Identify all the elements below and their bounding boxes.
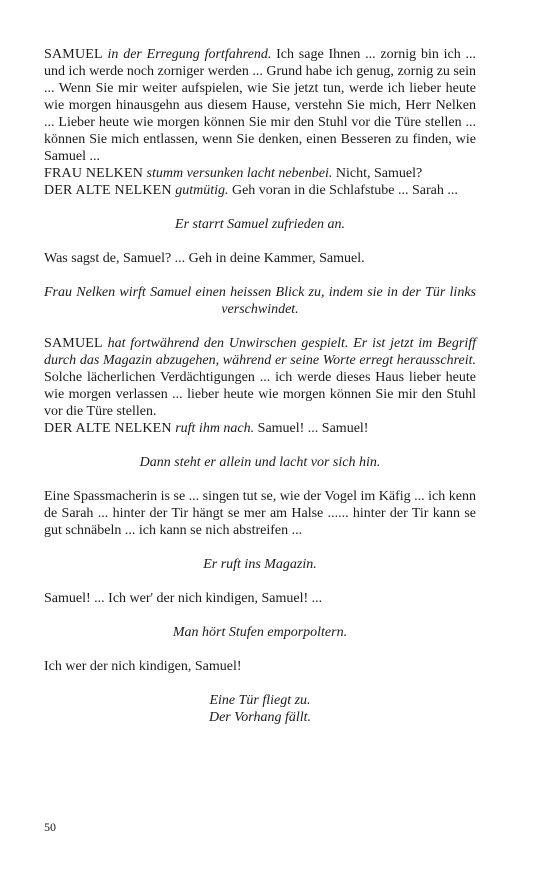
stage-direction: Er starrt Samuel zufrieden an. (175, 217, 345, 232)
speaker-name: DER ALTE NELKEN (44, 183, 172, 198)
page-body (44, 46, 476, 726)
speech-line: Ich wer der nich kindigen, Samuel! (44, 659, 242, 674)
speech-samuel-2 (44, 335, 476, 420)
spacer (44, 539, 476, 556)
spacer (44, 641, 476, 658)
stage-direction-inline: gutmütig. (175, 183, 229, 198)
spacer (44, 437, 476, 454)
speech-line: Samuel! ... Ich wer' der nich kindigen, Samuel! ... (44, 591, 323, 606)
spacer (44, 471, 476, 488)
stage-direction-inline: stumm versunken lacht nebenbei. (146, 166, 333, 181)
stage-direction-inline: ruft ihm nach. (175, 421, 255, 436)
spacer (44, 675, 476, 692)
stage-direction: Der Vorhang fällt. (208, 710, 312, 725)
spacer (44, 233, 476, 250)
speaker-name: SAMUEL (44, 47, 103, 62)
speaker-name: DER ALTE NELKEN (44, 421, 172, 436)
speech-text: Nicht, Samuel? (332, 166, 423, 181)
stage-direction: Man hört Stufen emporpoltern. (172, 625, 348, 640)
spacer (44, 573, 476, 590)
speech-text: Ich sage Ihnen ... zornig bin ich ... und ich werde noch zorniger werden ... Grund habe ich genug, zornig zu sein ... Wenn Sie mir weiter aufspielen, wie Sie jetzt tun, werde ich lieber heute wie morgen hinausgehn aus diesem Hause, verstehn Sie mich, Herr Nelken ... Lieber heute wie morgen können Sie mir den Stuhl vor die Türe stellen ... können Sie mich entlassen, wenn Sie denken, einen Besseren zu finden, wie Samuel ... (44, 47, 476, 164)
stage-direction-inline: in der Erregung fortfahrend. (107, 47, 272, 62)
spacer (44, 318, 476, 335)
speech-samuel-1 (44, 46, 476, 165)
spacer (44, 607, 476, 624)
spacer (44, 267, 476, 284)
stage-direction: Frau Nelken wirft Samuel einen heissen Blick zu, indem sie in der Tür links verschwindet. (44, 285, 476, 317)
speech-text: Samuel! ... Samuel! (254, 421, 369, 436)
speech-alter-nelken-1 (44, 182, 476, 199)
speech-text: Solche lächerlichen Verdächtigungen ... ich werde dieses Haus lieber heute wie morgen verlassen ... lieber heute wie morgen können Sie mir den Stuhl vor die Türe stellen. (44, 370, 476, 419)
stage-direction-inline: hat fortwährend den Unwirschen gespielt. Er ist jetzt im Begriff durch das Magazin abzugehen, während er seine Worte erregt herausschreit. (44, 336, 476, 368)
speech-line: Was sagst de, Samuel? ... Geh in deine Kammer, Samuel. (44, 251, 365, 266)
page-number: 50 (44, 820, 56, 834)
spacer (44, 199, 476, 216)
speech-alter-nelken-2 (44, 420, 476, 437)
stage-direction: Er ruft ins Magazin. (203, 557, 317, 572)
speech-frau-nelken (44, 165, 476, 182)
speaker-name: FRAU NELKEN (44, 166, 144, 181)
speech-line: Eine Spassmacherin is se ... singen tut se, wie der Vogel im Käfig ... ich kenn de Sarah ... hinter der Tir hängt se mer am Halse ...... hinter der Tir kann se gut schnäbeln ... ich kann se nich abstreifen ... (44, 489, 476, 538)
speaker-name: SAMUEL (44, 336, 103, 351)
stage-direction: Dann steht er allein und lacht vor sich hin. (139, 455, 381, 470)
stage-direction: Eine Tür fliegt zu. (209, 693, 311, 708)
speech-text: Geh voran in die Schlafstube ... Sarah ... (228, 183, 458, 198)
